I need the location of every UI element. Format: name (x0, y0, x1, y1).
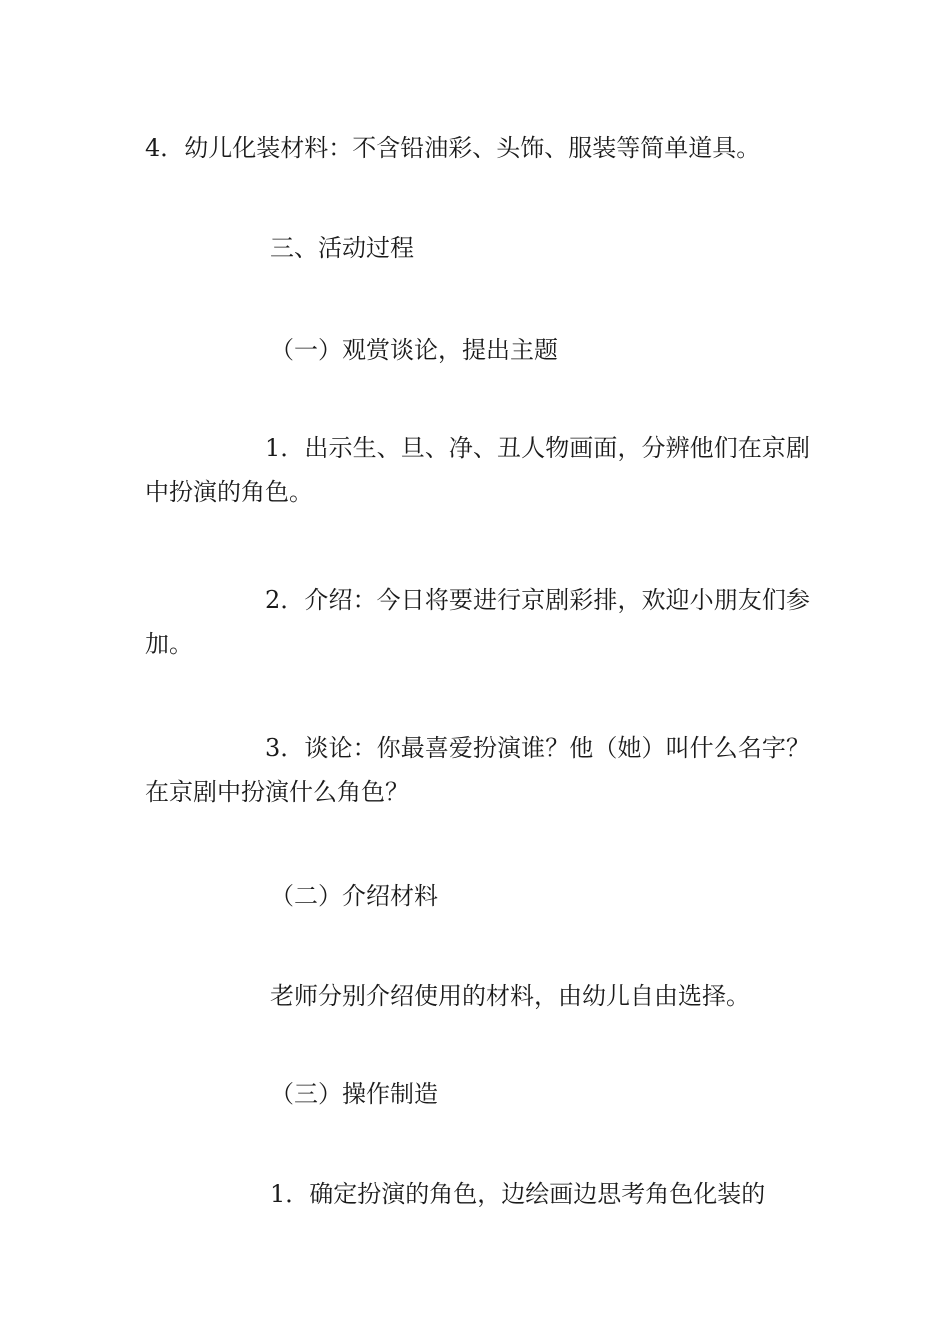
paragraph-item-2: 2．介绍：今日将要进行京剧彩排，欢迎小朋友们参加。 (145, 586, 810, 658)
list-item-materials: 4．幼儿化装材料：不含铅油彩、头饰、服装等简单道具。 (145, 134, 761, 162)
paragraph-item-role: 1．确定扮演的角色，边绘画边思考角色化装的 (270, 1180, 766, 1208)
subsection-heading-1: （一）观赏谈论，提出主题 (270, 336, 558, 364)
subsection-heading-3: （三）操作制造 (270, 1080, 438, 1108)
paragraph-item-3: 3．谈论：你最喜爱扮演谁？他（她）叫什么名字？在京剧中扮演什么角色？ (145, 734, 810, 806)
subsection-heading-2: （二）介绍材料 (270, 882, 438, 910)
section-heading-activity-process: 三、活动过程 (270, 234, 414, 262)
paragraph-item-1: 1．出示生、旦、净、丑人物画面，分辨他们在京剧中扮演的角色。 (145, 434, 810, 506)
paragraph-materials-intro: 老师分别介绍使用的材料，由幼儿自由选择。 (270, 982, 750, 1010)
